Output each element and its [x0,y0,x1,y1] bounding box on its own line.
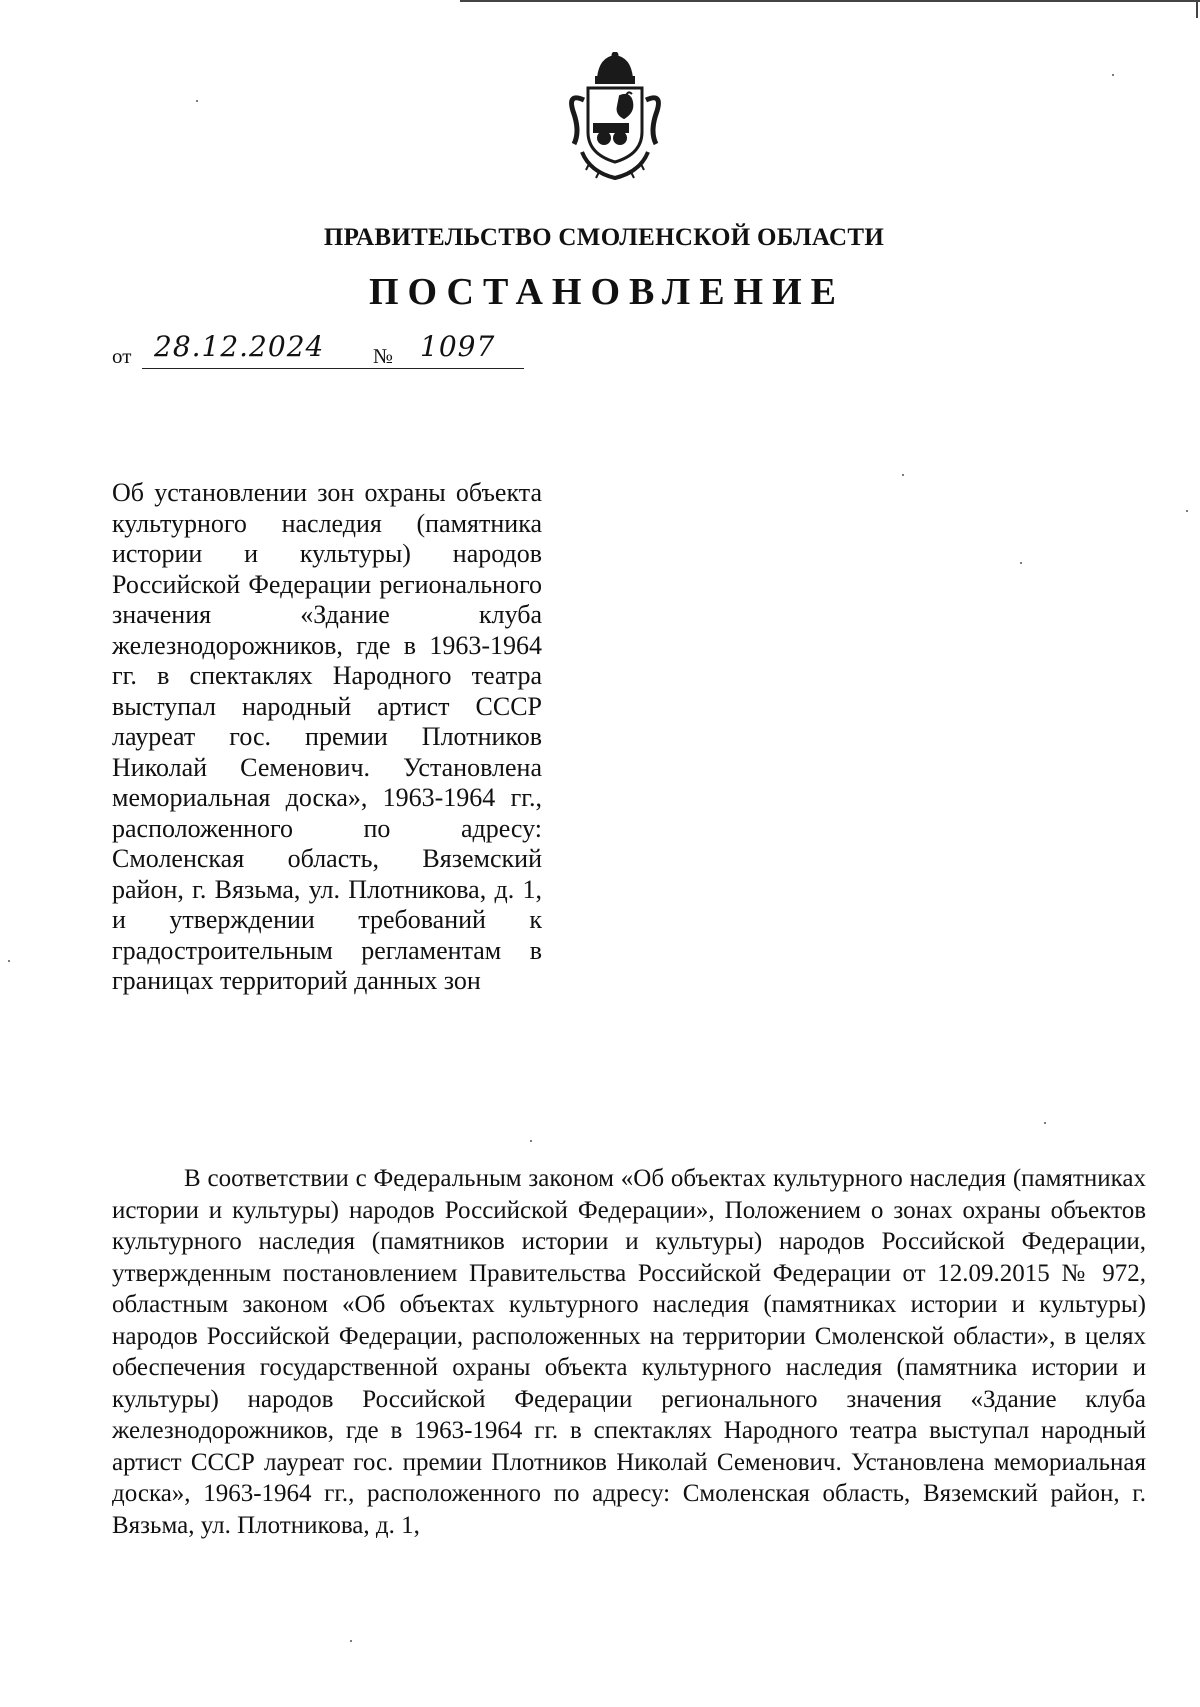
scan-speck [902,474,904,476]
scan-speck [1186,510,1188,512]
number-underline [402,368,524,369]
document-meta [112,330,552,374]
scan-speck [1112,74,1114,76]
number-label: № [373,344,394,368]
date-label: от [112,344,132,368]
government-title: ПРАВИТЕЛЬСТВО СМОЛЕНСКОЙ ОБЛАСТИ [323,224,885,251]
document-subject: Об установлении зон охраны объекта культурного наследия (памятника истории и культуры) народов Российской Федерации регионального значения «Здание клуба железнодорожников, где в 1963-1964 гг. в спектаклях Народного театра выступал народный артист СССР лауреат гос. премии Плотников Николай Семенович. Установлена мемориальная доска», 1963-1964 гг., расположенного по адресу: Смоленская область, Вяземский район, г. Вязьма, ул. Плотникова, д. 1, и утверждении требований к градостроительным регламентам в границах территорий данных зон [112,478,542,995]
scan-speck [196,100,198,102]
coat-of-arms-icon [560,52,670,184]
scan-speck [8,960,10,962]
document-type: ПОСТАНОВЛЕНИЕ [368,271,846,313]
scan-speck [350,1640,352,1642]
scan-speck [1020,562,1022,564]
scan-speck [530,1140,532,1142]
document-date: 28.12.2024 [154,330,325,363]
scan-edge-right [1196,0,1198,18]
document-number: 1097 [420,330,496,363]
preamble-paragraph: В соответствии с Федеральным законом «Об объектах культурного наследия (памятниках истории и культуры) народов Российской Федерации», Положением о зонах охраны объектов культурного наследия (памятников истории и культуры) народов Российской Федерации, утвержденным постановлением Правительства Российской Федерации от 12.09.2015 № 972, областным законом «Об объектах культурного наследия (памятниках истории и культуры) народов Российской Федерации, расположенных на территории Смоленской области», в целях обеспечения государственной охраны объекта культурного наследия (памятника истории и культуры) народов Российской Федерации регионального значения «Здание клуба железнодорожников, где в 1963-1964 гг. в спектаклях Народного театра выступал народный артист СССР лауреат гос. премии Плотников Николай Семенович. Установлена мемориальная доска», 1963-1964 гг., расположенного по адресу: Смоленская область, Вяземский район, г. Вязьма, ул. Плотникова, д. 1, [112,1165,1146,1539]
scan-edge-top [460,0,1200,2]
scan-speck [1044,1122,1046,1124]
